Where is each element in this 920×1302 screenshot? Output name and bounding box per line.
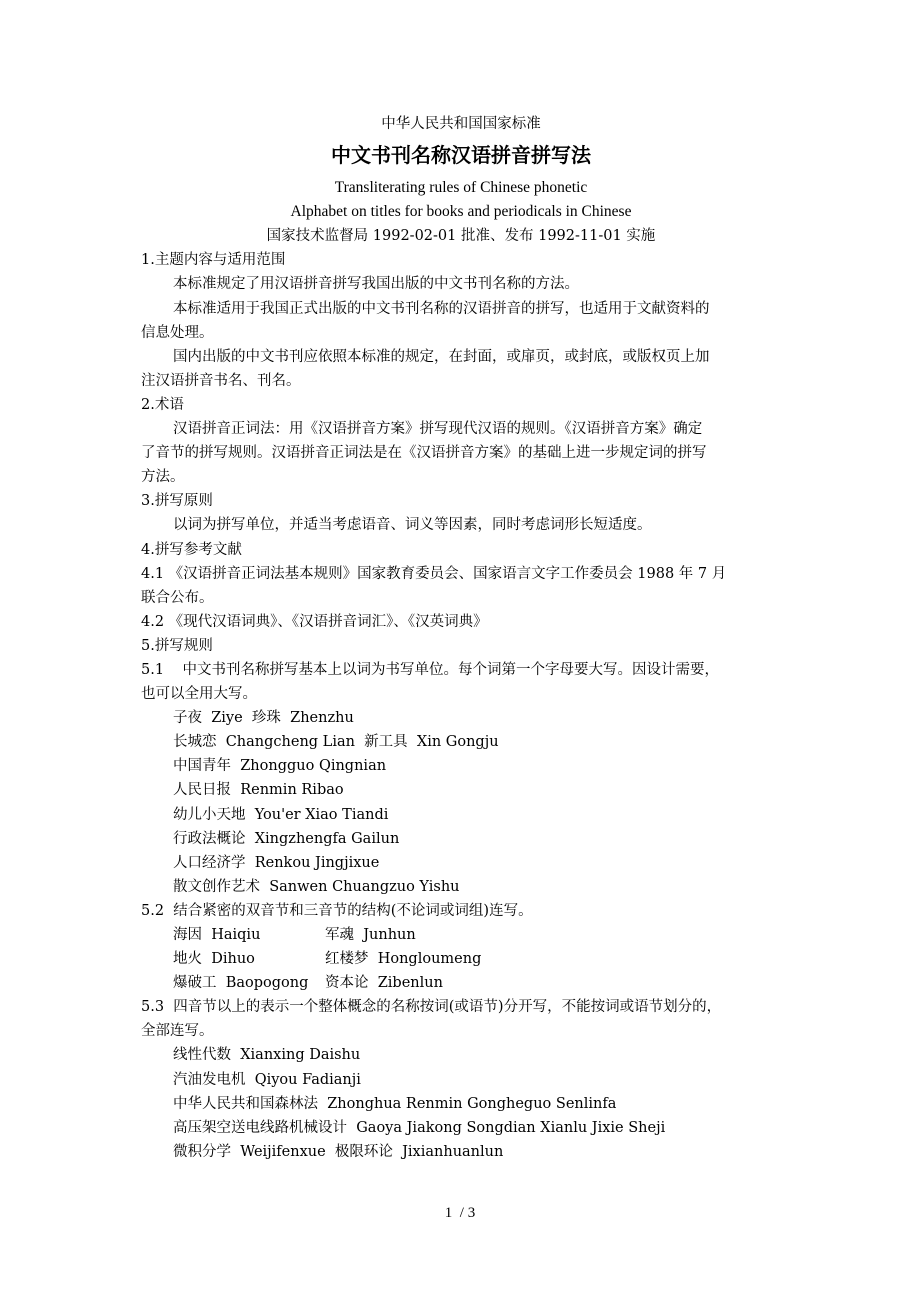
- rule-5-3-continuation: 全部连写。: [141, 1023, 214, 1040]
- section-2-heading: 2.术语: [141, 396, 184, 413]
- example-left: 地火 Dihuo: [173, 951, 255, 968]
- rule-5-2: 5.2 结合紧密的双音节和三音节的结构(不论词或词组)连写。: [141, 902, 533, 919]
- english-title-line-2: Alphabet on titles for books and periodicals in Chinese: [290, 203, 632, 221]
- example-line: 汽油发电机 Qiyou Fadianji: [173, 1071, 361, 1088]
- rule-5-3: 5.3 四音节以上的表示一个整体概念的名称按词(或语节)分开写，不能按词或语节划分的，: [141, 999, 722, 1016]
- example-row: [141, 971, 781, 995]
- example-right: 红楼梦 Hongloumeng: [325, 951, 482, 968]
- paragraph: 本标准规定了用汉语拼音拼写我国出版的中文书刊名称的方法。: [173, 276, 579, 293]
- rule-5-1: 5.1 中文书刊名称拼写基本上以词为书写单位。每个词第一个字母要大写。因设计需要，: [141, 661, 719, 678]
- example-line: 幼儿小天地 You'er Xiao Tiandi: [173, 806, 389, 823]
- paragraph-continuation: 方法。: [141, 469, 185, 486]
- example-line: 长城恋 Changcheng Lian 新工具 Xin Gongju: [173, 734, 499, 751]
- section-4-heading: 4.拼写参考文献: [141, 541, 242, 558]
- paragraph: 以词为拼写单位，并适当考虑语音、词义等因素，同时考虑词形长短适度。: [173, 517, 652, 534]
- example-line: 线性代数 Xianxing Daishu: [173, 1047, 361, 1064]
- example-left: 海因 Haiqiu: [173, 927, 261, 943]
- page-number: 1 / 3: [444, 1205, 476, 1221]
- example-line: 中国青年 Zhongguo Qingnian: [173, 758, 387, 775]
- example-row: [141, 923, 781, 947]
- paragraph: 国内出版的中文书刊应依照本标准的规定，在封面，或扉页，或封底，或版权页上加: [173, 348, 710, 365]
- approval-line: 国家技术监督局 1992-02-01 批准、发布 1992-11-01 实施: [266, 228, 656, 245]
- example-line: 子夜 Ziye 珍珠 Zhenzhu: [173, 710, 354, 727]
- example-left: 爆破工 Baopogong: [173, 975, 309, 992]
- paragraph: 本标准适用于我国正式出版的中文书刊名称的汉语拼音的拼写，也适用于文献资料的: [173, 300, 710, 317]
- paragraph-continuation: 注汉语拼音书名、刊名。: [141, 372, 301, 389]
- example-line: 微积分学 Weijifenxue 极限环论 Jixianhuanlun: [173, 1143, 504, 1160]
- example-line: 人口经济学 Renkou Jingjixue: [173, 854, 380, 871]
- paragraph-continuation: 了音节的拼写规则。汉语拼音正词法是在《汉语拼音方案》的基础上进一步规定词的拼写: [141, 445, 707, 462]
- paragraph: 汉语拼音正词法：用《汉语拼音方案》拼写现代汉语的规则。《汉语拼音方案》确定: [173, 421, 703, 438]
- document-title: 中文书刊名称汉语拼音拼写法: [331, 143, 591, 168]
- english-title-line-1: Transliterating rules of Chinese phonetic: [334, 179, 588, 197]
- rule-5-1-continuation: 也可以全用大写。: [141, 686, 257, 703]
- example-line: 散文创作艺术 Sanwen Chuangzuo Yishu: [173, 878, 460, 895]
- document-page: [141, 112, 781, 1164]
- reference-item: 4.1 《汉语拼音正词法基本规则》国家教育委员会、国家语言文字工作委员会 1988 年 7 月: [141, 565, 727, 582]
- section-1-heading: 1.主题内容与适用范围: [141, 252, 286, 269]
- example-row: [141, 947, 781, 971]
- example-right: 军魂 Junhun: [325, 927, 416, 943]
- reference-item-continuation: 联合公布。: [141, 589, 214, 606]
- example-right: 资本论 Zibenlun: [325, 975, 443, 992]
- example-line: 中华人民共和国森林法 Zhonghua Renmin Gongheguo Senlinfa: [173, 1095, 617, 1112]
- example-line: 行政法概论 Xingzhengfa Gailun: [173, 830, 400, 847]
- standard-label: 中华人民共和国国家标准: [381, 116, 541, 132]
- example-line: 高压架空送电线路机械设计 Gaoya Jiakong Songdian Xianlu Jixie Sheji: [173, 1119, 666, 1136]
- section-5-heading: 5.拼写规则: [141, 637, 213, 654]
- reference-item: 4.2 《现代汉语词典》、《汉语拼音词汇》、《汉英词典》: [141, 613, 488, 630]
- section-3-heading: 3.拼写原则: [141, 493, 213, 510]
- paragraph-continuation: 信息处理。: [141, 324, 214, 341]
- example-line: 人民日报 Renmin Ribao: [173, 782, 344, 799]
